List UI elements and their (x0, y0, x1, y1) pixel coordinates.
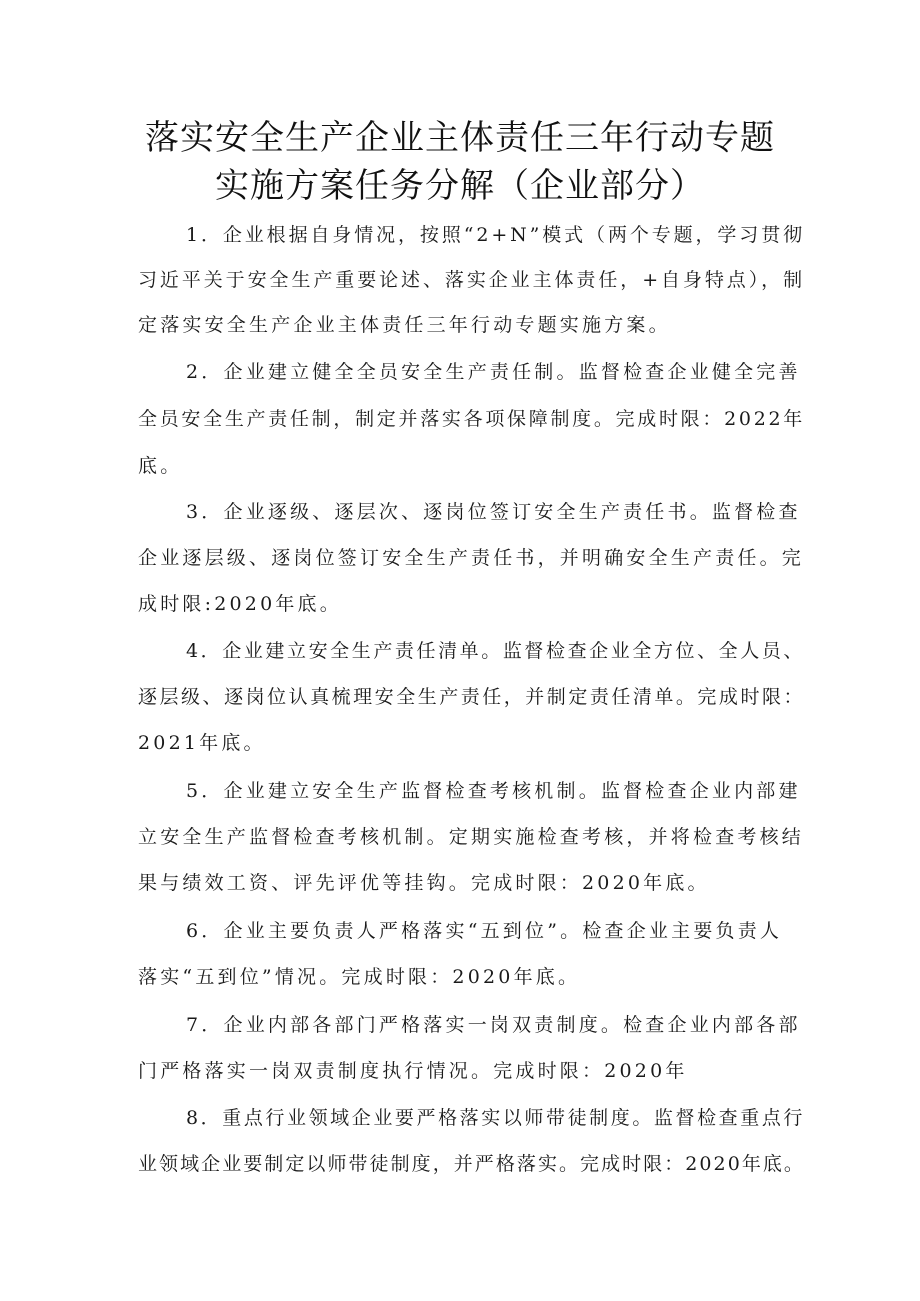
paragraph-line: 4．企业建立安全生产责任清单。监督检查企业全方位、全人员、 (186, 640, 805, 662)
paragraph-line: 8．重点行业领域企业要严格落实以师带徒制度。监督检查重点行 (186, 1107, 805, 1129)
paragraph-line: 成时限:2020年底。 (138, 593, 342, 615)
paragraph-line: 业领域企业要制定以师带徒制度，并严格落实。完成时限：2020年底。 (138, 1153, 805, 1175)
paragraph-line: 逐层级、逐岗位认真梳理安全生产责任，并制定责任清单。完成时限： (138, 686, 805, 708)
paragraph-line: 立安全生产监督检查考核机制。定期实施检查考核，并将检查考核结 (138, 826, 805, 848)
paragraph-line: 底。 (138, 455, 183, 477)
document-title-line-2: 实施方案任务分解（企业部分） (215, 166, 705, 206)
paragraph-line: 全员安全生产责任制，制定并落实各项保障制度。完成时限：2022年 (138, 408, 805, 430)
paragraph-line: 2．企业建立健全全员安全生产责任制。监督检查企业健全完善 (186, 361, 801, 383)
paragraph-line: 企业逐层级、逐岗位签订安全生产责任书，并明确安全生产责任。完 (138, 547, 805, 569)
paragraph-line: 7．企业内部各部门严格落实一岗双责制度。检查企业内部各部 (186, 1014, 801, 1036)
paragraph-line: 习近平关于安全生产重要论述、落实企业主体责任，+自身特点），制 (138, 269, 805, 291)
paragraph-line: 落实“五到位”情况。完成时限：2020年底。 (138, 966, 581, 988)
paragraph-line: 定落实安全生产企业主体责任三年行动专题实施方案。 (138, 314, 671, 336)
paragraph-line: 果与绩效工资、评先评优等挂钩。完成时限：2020年底。 (138, 872, 710, 894)
document-title-line-1: 落实安全生产企业主体责任三年行动专题 (145, 118, 775, 158)
paragraph-line: 6．企业主要负责人严格落实“五到位”。检查企业主要负责人 (186, 920, 783, 942)
paragraph-line: 5．企业建立安全生产监督检查考核机制。监督检查企业内部建 (186, 780, 801, 802)
paragraph-line: 2021年底。 (138, 732, 266, 754)
paragraph-line: 门严格落实一岗双责制度执行情况。完成时限：2020年 (138, 1060, 688, 1082)
paragraph-line: 3．企业逐级、逐层次、逐岗位签订安全生产责任书。监督检查 (186, 501, 801, 523)
paragraph-line: 1．企业根据自身情况，按照“2+N”模式（两个专题，学习贯彻 (186, 224, 805, 246)
